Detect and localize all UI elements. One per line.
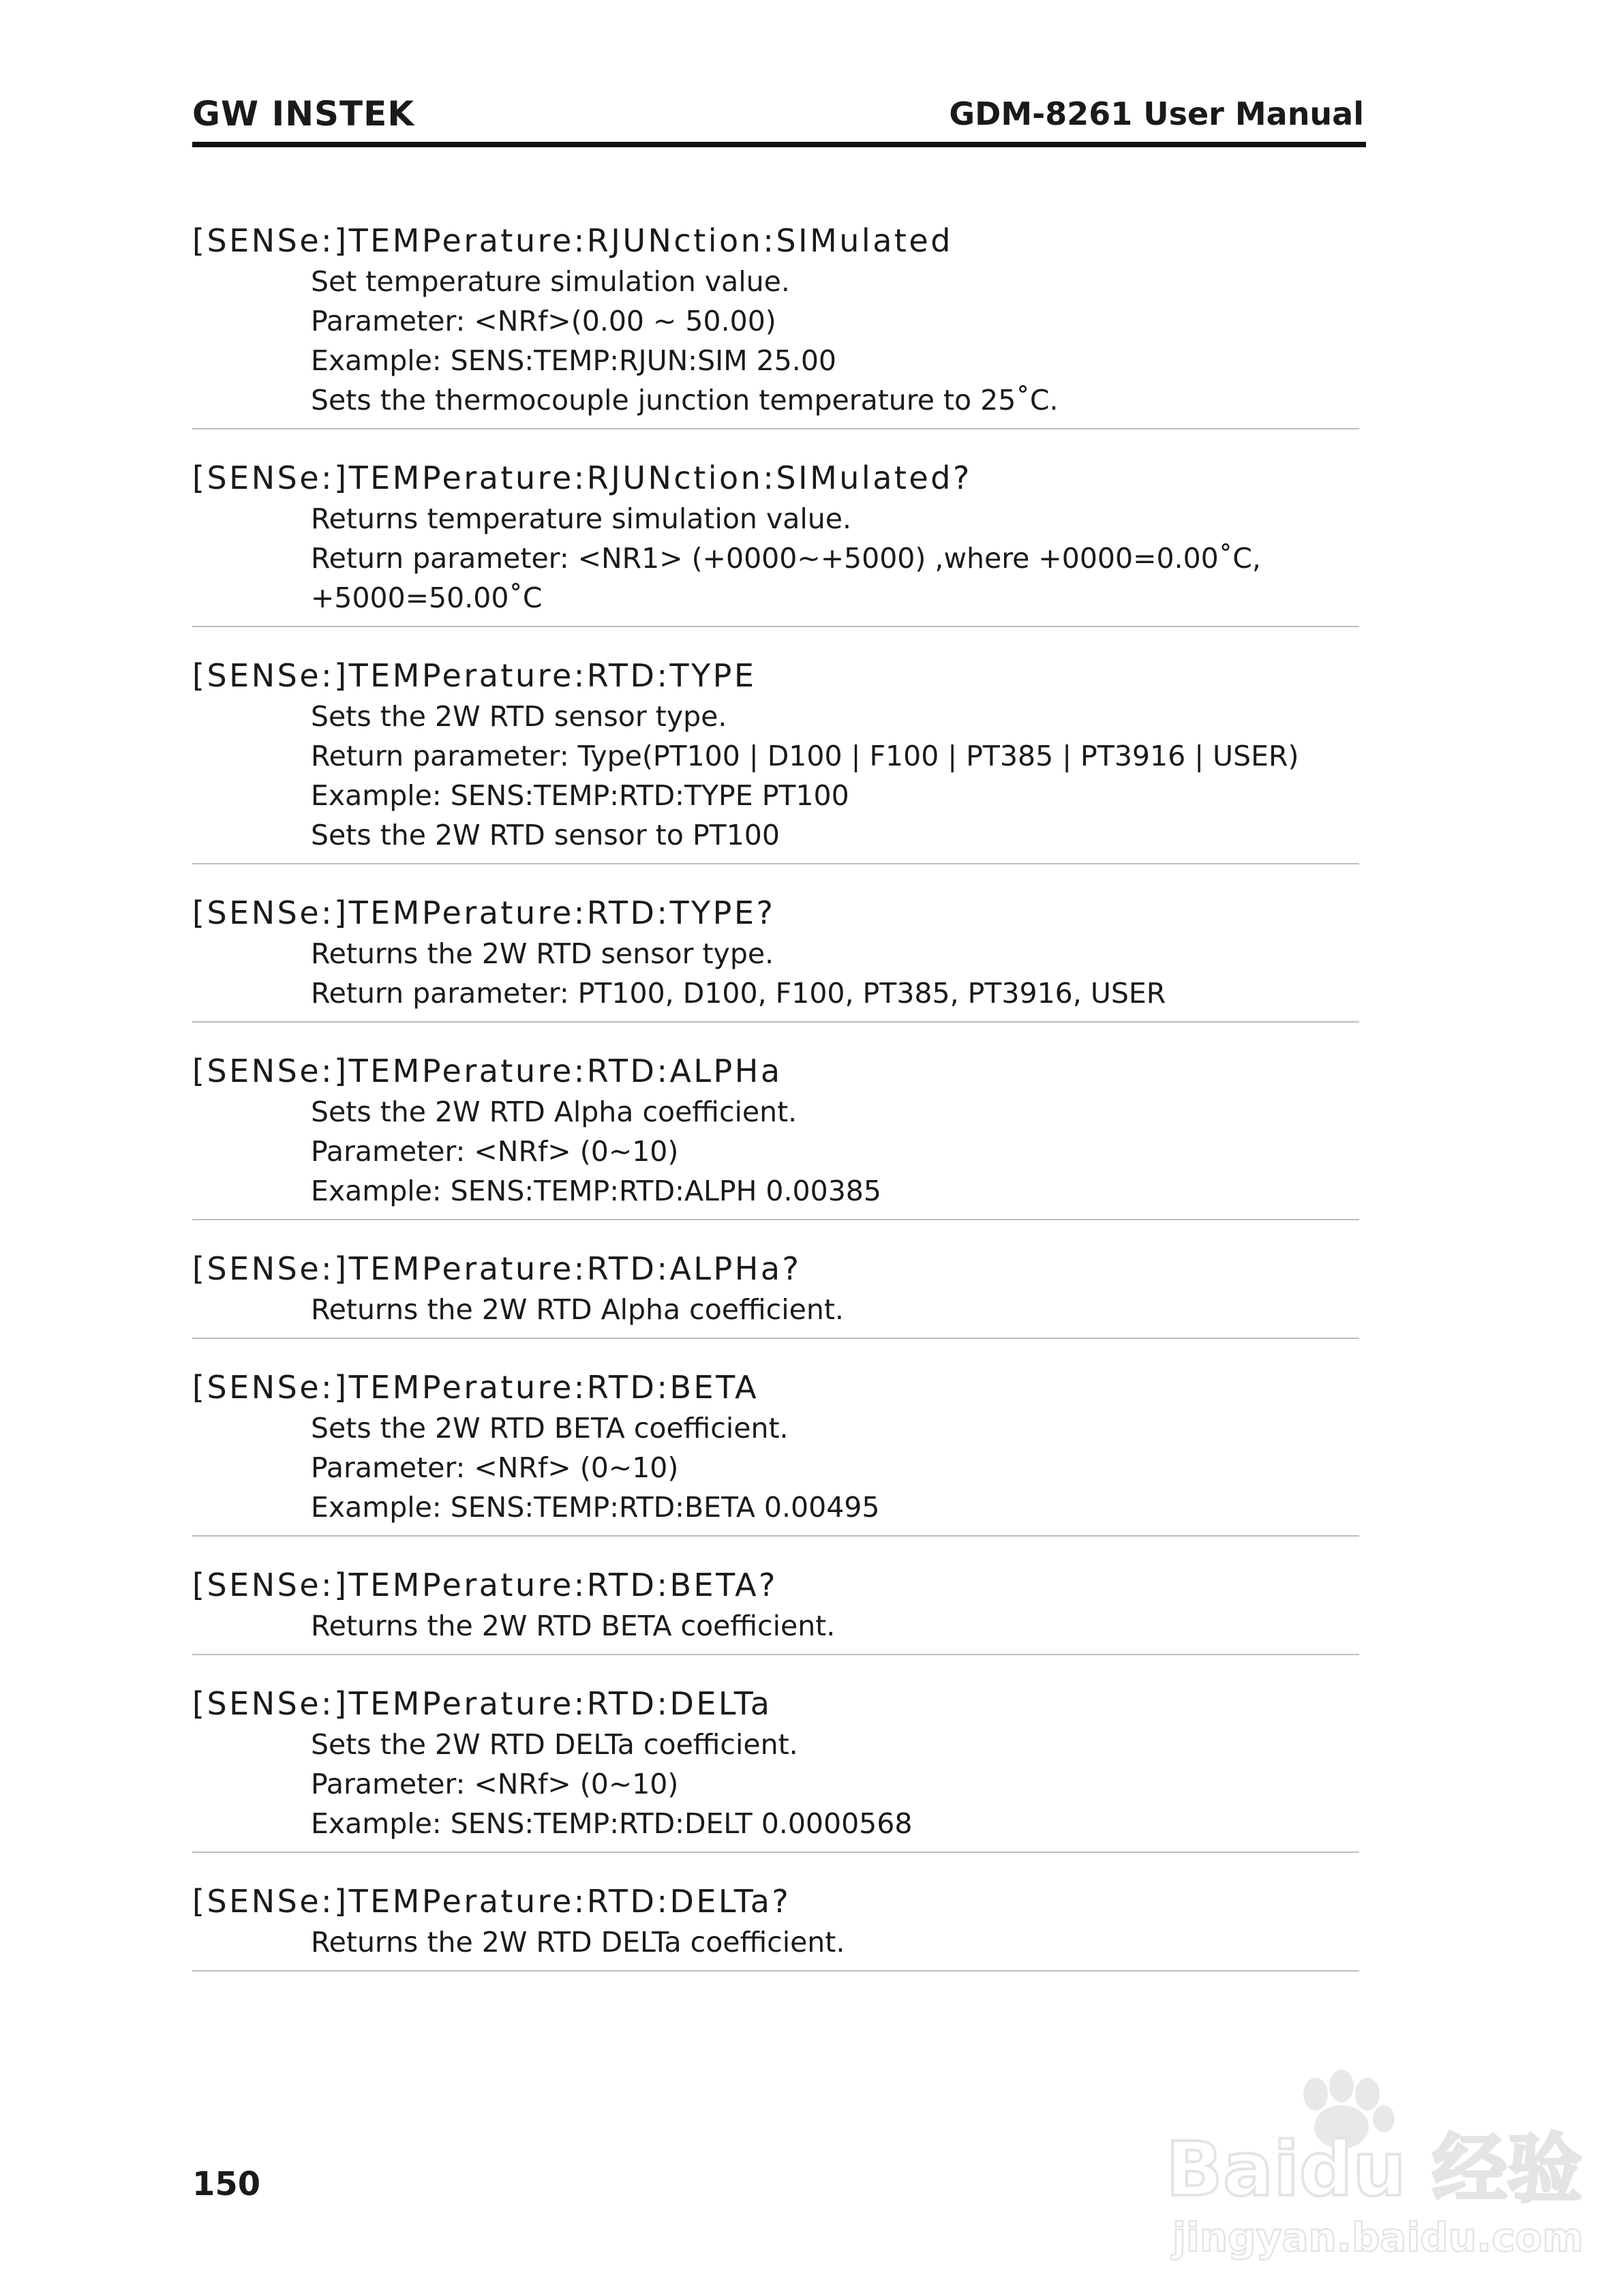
- description-line: Set temperature simulation value.: [311, 265, 790, 298]
- command-entry: [192, 1366, 1359, 1537]
- example-line: Example: SENS:TEMP:RTD:DELT 0.0000568: [311, 1807, 913, 1840]
- example-line: Example: SENS:TEMP:RJUN:SIM 25.00: [311, 344, 836, 377]
- command-heading: [SENSe:]TEMPerature:RJUNction:SIMulated: [192, 222, 953, 259]
- example-line: Example: SENS:TEMP:RTD:BETA 0.00495: [311, 1491, 880, 1524]
- brand-logo: GW INSTEK: [192, 94, 415, 134]
- command-heading: [SENSe:]TEMPerature:RTD:DELTa: [192, 1685, 772, 1722]
- command-list: [192, 220, 1359, 1999]
- command-heading: [SENSe:]TEMPerature:RTD:TYPE?: [192, 894, 776, 931]
- command-entry: [192, 1682, 1359, 1853]
- command-heading: [SENSe:]TEMPerature:RTD:TYPE: [192, 657, 757, 694]
- watermark-url-text: jingyan.baidu.com: [1172, 2214, 1583, 2261]
- parameter-line: Parameter: <NRf> (0~10): [311, 1451, 679, 1484]
- description-line: Sets the 2W RTD DELTa coefficient.: [311, 1728, 798, 1761]
- description-line: Returns the 2W RTD Alpha coefficient.: [311, 1293, 844, 1326]
- command-heading: [SENSe:]TEMPerature:RTD:BETA: [192, 1369, 759, 1406]
- command-entry: [192, 892, 1359, 1023]
- description-line: Returns the 2W RTD BETA coefficient.: [311, 1610, 836, 1642]
- parameter-line: Parameter: <NRf> (0~10): [311, 1768, 679, 1800]
- baidu-watermark-logo: [1159, 2059, 1583, 2263]
- return-parameter-line: Return parameter: Type(PT100 | D100 | F100 | PT385 | PT3916 | USER): [311, 740, 1299, 772]
- manual-title: GDM-8261 User Manual: [949, 95, 1364, 132]
- return-parameter-continuation: +5000=50.00˚C: [311, 581, 543, 614]
- command-entry: [192, 220, 1359, 429]
- parameter-line: Parameter: <NRf> (0~10): [311, 1135, 679, 1168]
- command-heading: [SENSe:]TEMPerature:RTD:ALPHa: [192, 1053, 783, 1089]
- description-line: Sets the 2W RTD sensor type.: [311, 700, 727, 733]
- description-line: Returns temperature simulation value.: [311, 502, 851, 535]
- description-line: Sets the 2W RTD BETA coefficient.: [311, 1412, 789, 1445]
- watermark-brand-text: Baidu 经验: [1166, 2126, 1583, 2213]
- description-line: Sets the 2W RTD Alpha coefficient.: [311, 1096, 798, 1128]
- command-heading: [SENSe:]TEMPerature:RJUNction:SIMulated?: [192, 459, 972, 496]
- return-parameter-line: Return parameter: PT100, D100, F100, PT385, PT3916, USER: [311, 977, 1166, 1010]
- example-line: Example: SENS:TEMP:RTD:TYPE PT100: [311, 779, 849, 812]
- command-entry: [192, 1248, 1359, 1339]
- description-line: Returns the 2W RTD sensor type.: [311, 937, 774, 970]
- command-entry: [192, 654, 1359, 864]
- return-parameter-line: Return parameter: <NR1> (+0000~+5000) ,where +0000=0.00˚C,: [311, 542, 1261, 575]
- command-entry: [192, 457, 1359, 627]
- description-line: Sets the thermocouple junction temperature to 25˚C.: [311, 384, 1059, 417]
- description-line: Returns the 2W RTD DELTa coefficient.: [311, 1926, 845, 1959]
- command-heading: [SENSe:]TEMPerature:RTD:BETA?: [192, 1567, 778, 1603]
- command-entry: [192, 1880, 1359, 1972]
- command-heading: [SENSe:]TEMPerature:RTD:DELTa?: [192, 1883, 791, 1920]
- header-rule: [192, 142, 1366, 147]
- description-line: Sets the 2W RTD sensor to PT100: [311, 819, 780, 851]
- example-line: Example: SENS:TEMP:RTD:ALPH 0.00385: [311, 1175, 881, 1207]
- command-entry: [192, 1564, 1359, 1655]
- command-heading: [SENSe:]TEMPerature:RTD:ALPHa?: [192, 1250, 802, 1287]
- parameter-line: Parameter: <NRf>(0.00 ~ 50.00): [311, 305, 776, 337]
- command-entry: [192, 1050, 1359, 1220]
- page-number: 150: [192, 2165, 261, 2203]
